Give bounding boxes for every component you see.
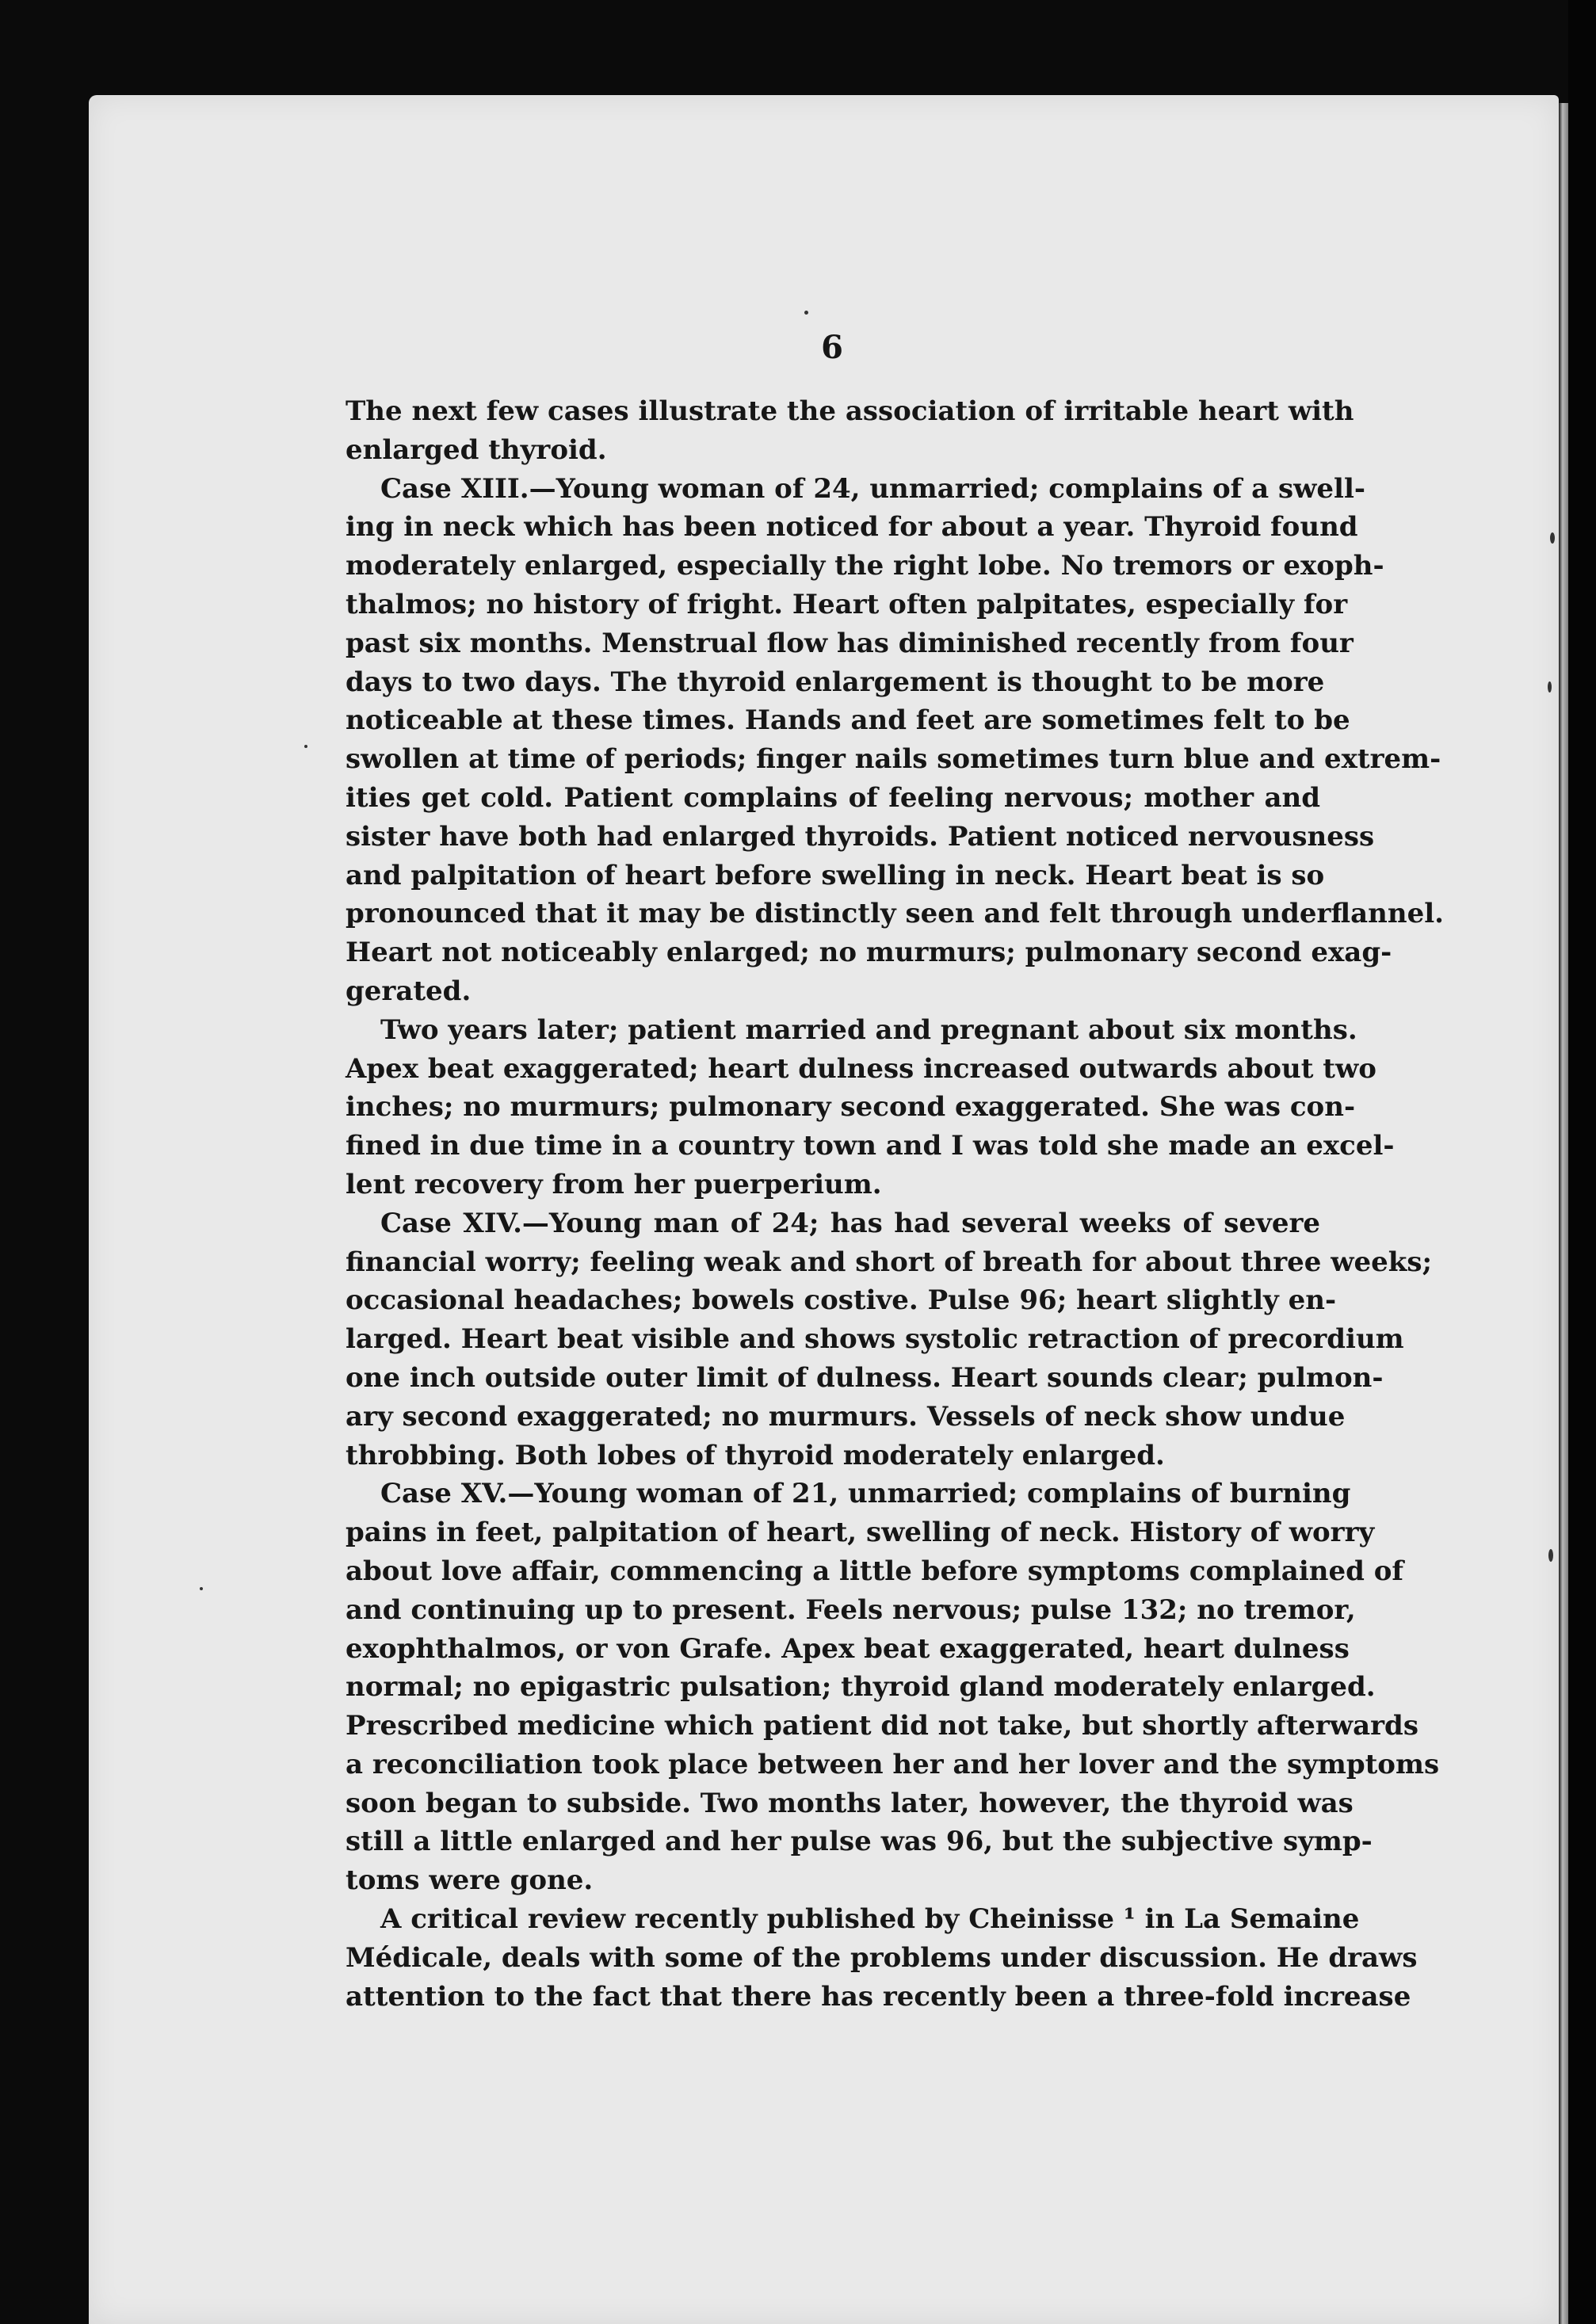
text-line: exophthalmos, or von Grafe. Apex beat exaggerated, heart dulness: [346, 1632, 1350, 1665]
text-line: normal; no epigastric pulsation; thyroid gland moderately enlarged.: [346, 1671, 1376, 1704]
body-text: [346, 392, 1444, 2016]
text-line: gerated.: [346, 975, 472, 1007]
text-line: noticeable at these times. Hands and feet are sometimes felt to be: [346, 704, 1350, 737]
text-line: still a little enlarged and her pulse was 96, but the subjective symp-: [346, 1826, 1373, 1858]
text-line: a reconciliation took place between her and her lover and the symptoms: [346, 1748, 1440, 1780]
text-line: ing in neck which has been noticed for about a year. Thyroid found: [346, 511, 1358, 544]
text-line: Case XV.—Young woman of 21, unmarried; complains of burning: [380, 1478, 1351, 1510]
dust-speck: [1548, 1549, 1553, 1562]
text-line: inches; no murmurs; pulmonary second exaggerated. She was con-: [346, 1091, 1356, 1124]
text-line: financial worry; feeling weak and short of breath for about three weeks;: [346, 1246, 1433, 1278]
text-line: attention to the fact that there has recently been a three-fold increase: [346, 1980, 1411, 2013]
text-line: toms were gone.: [346, 1864, 594, 1897]
text-line: ary second exaggerated; no murmurs. Vessels of neck show undue: [346, 1400, 1346, 1433]
text-line: fined in due time in a country town and I was told she made an excel-: [346, 1130, 1395, 1162]
text-line: Médicale, deals with some of the problems under discussion. He draws: [346, 1941, 1418, 1974]
text-line: thalmos; no history of fright. Heart often palpitates, especially for: [346, 588, 1348, 620]
text-line: Heart not noticeably enlarged; no murmurs; pulmonary second exag-: [346, 937, 1392, 969]
dust-speck: [1550, 532, 1555, 544]
text-line: Two years later; patient married and pregnant about six months.: [380, 1013, 1357, 1046]
text-line: moderately enlarged, especially the right lobe. No tremors or exoph-: [346, 550, 1384, 582]
text-line: A critical review recently published by Cheinisse ¹ in La Semaine: [380, 1903, 1360, 1936]
text-line: and continuing up to present. Feels nervous; pulse 132; no tremor,: [346, 1593, 1356, 1626]
text-line: throbbing. Both lobes of thyroid moderately enlarged.: [346, 1439, 1165, 1471]
dust-speck: [1548, 681, 1552, 693]
dust-speck: [200, 1587, 203, 1590]
dust-speck: [804, 311, 808, 315]
text-line: days to two days. The thyroid enlargement is thought to be more: [346, 666, 1325, 698]
text-line: past six months. Menstrual flow has diminished recently from four: [346, 627, 1354, 659]
text-line: Case XIII.—Young woman of 24, unmarried; complains of a swell-: [380, 472, 1365, 505]
text-line: and palpitation of heart before swelling in neck. Heart beat is so: [346, 859, 1325, 891]
text-line: Apex beat exaggerated; heart dulness increased outwards about two: [346, 1052, 1376, 1085]
text-line: Case XIV.—Young man of 24; has had several weeks of severe: [380, 1207, 1320, 1239]
text-line: lent recovery from her puerperium.: [346, 1168, 882, 1200]
text-line: ities get cold. Patient complains of feeling nervous; mother and: [346, 781, 1320, 814]
text-line: pronounced that it may be distinctly seen and felt through underflannel.: [346, 898, 1444, 930]
text-line: Prescribed medicine which patient did not take, but shortly afterwards: [346, 1710, 1418, 1742]
page-edge: [1559, 103, 1568, 2324]
text-line: about love affair, commencing a little before symptoms complained of: [346, 1555, 1404, 1587]
scan-border: [1568, 0, 1596, 2324]
text-line: occasional headaches; bowels costive. Pulse 96; heart slightly en-: [346, 1284, 1337, 1317]
text-line: swollen at time of periods; finger nails sometimes turn blue and extrem-: [346, 743, 1441, 776]
dust-speck: [304, 745, 307, 748]
page-number: 6: [821, 329, 843, 366]
text-line: larged. Heart beat visible and shows systolic retraction of precordium: [346, 1323, 1404, 1356]
text-line: sister have both had enlarged thyroids. Patient noticed nervousness: [346, 820, 1375, 853]
text-line: enlarged thyroid.: [346, 433, 607, 466]
text-line: soon began to subside. Two months later, however, the thyroid was: [346, 1787, 1354, 1819]
text-line: The next few cases illustrate the association of irritable heart with: [346, 395, 1354, 427]
text-line: one inch outside outer limit of dulness. Heart sounds clear; pulmon-: [346, 1361, 1384, 1394]
text-line: pains in feet, palpitation of heart, swelling of neck. History of worry: [346, 1517, 1375, 1549]
